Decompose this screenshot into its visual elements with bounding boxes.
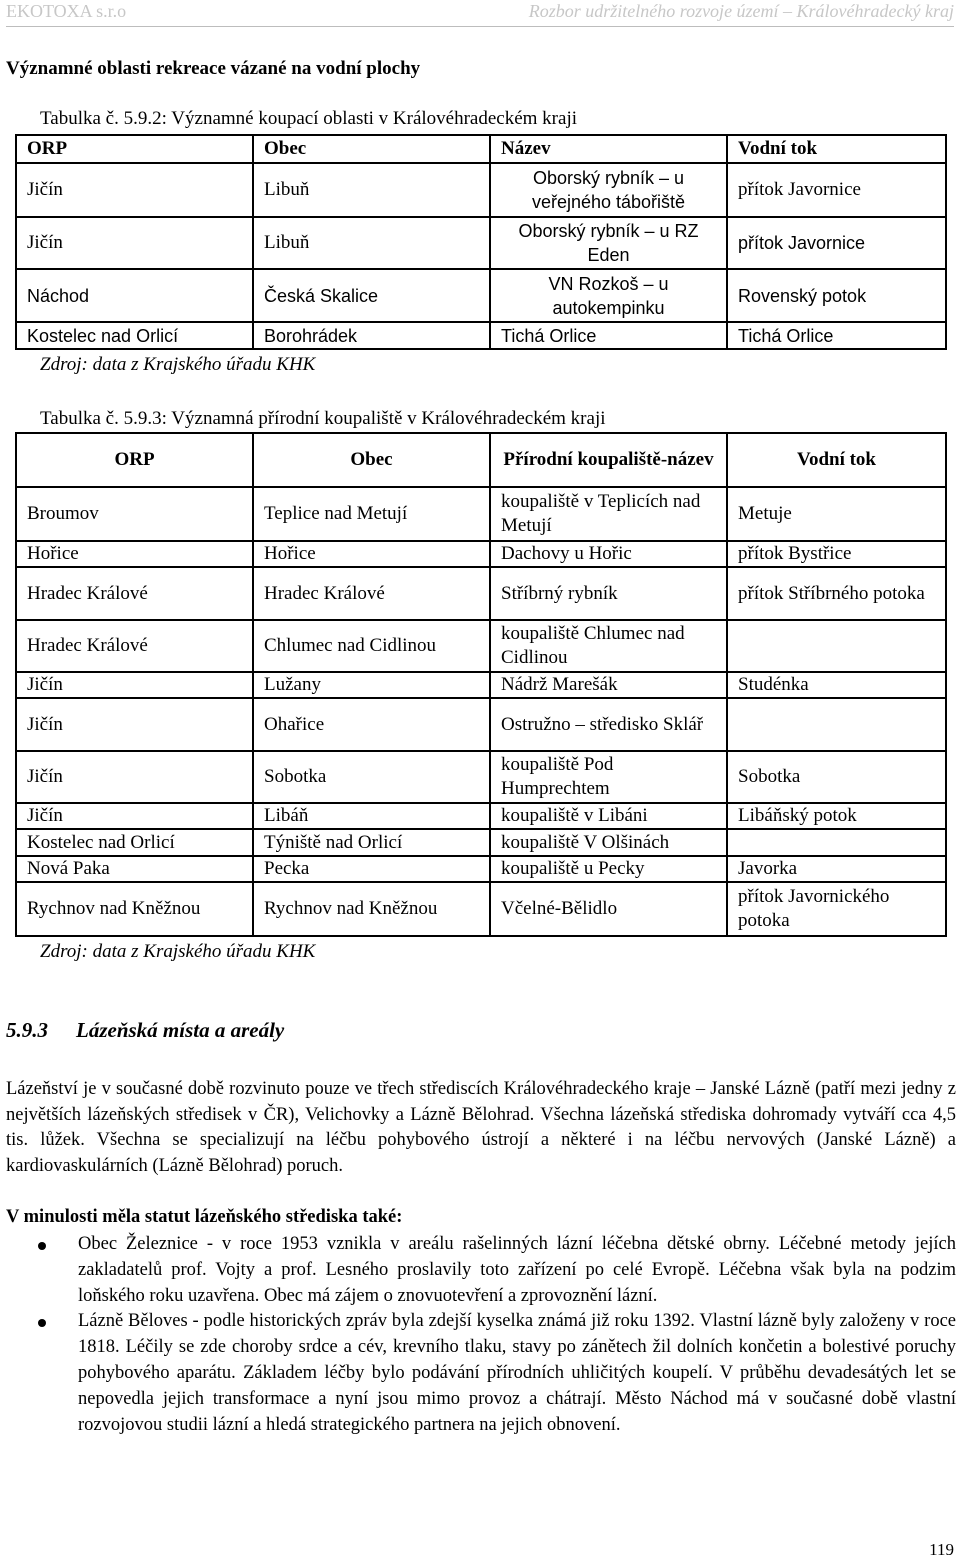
cell-nazev: Tichá Orlice	[490, 322, 727, 349]
section-number: 5.9.3	[6, 1018, 48, 1042]
table-row	[16, 803, 946, 829]
cell-orp: Hradec Králové	[16, 620, 253, 672]
cell-vodni-tok: Studénka	[727, 672, 946, 698]
cell-obec: Libuň	[253, 217, 490, 269]
cell-vodni-tok: Rovenský potok	[727, 269, 946, 322]
cell-orp: Jičín	[16, 163, 253, 217]
table-row	[16, 163, 946, 217]
bullet-icon	[38, 1319, 46, 1327]
table2-caption: Tabulka č. 5.9.3: Významná přírodní koupaliště v Královéhradeckém kraji	[40, 408, 606, 429]
cell-vodni-tok: přítok Bystřice	[727, 541, 946, 567]
section-title: Lázeňská místa a areály	[76, 1018, 285, 1042]
cell-nazev: Ostružno – středisko Sklář	[490, 698, 727, 751]
cell-obec: Teplice nad Metují	[253, 487, 490, 541]
cell-nazev: Stříbrný rybník	[490, 567, 727, 620]
table-row	[16, 217, 946, 269]
cell-obec: Libuň	[253, 163, 490, 217]
list-item	[6, 1232, 956, 1309]
spa-intro-paragraph: Lázeňství je v současné době rozvinuto pouze ve třech střediscích Královéhradeckého kraje – Janské Lázně (patří mezi jedny z největších lázeňských středisek v ČR), Velichovky a Lázně Bělohrad. Všechna lázeňská střediska dohromady vytváří cca 4,5 tis. lůžek. Všechna se specializují na léčbu pohybového ústrojí a některé i na léčbu nervových (Janské Lázně) a kardiovaskulárních (Lázně Bělohrad) poruch.	[6, 1079, 956, 1176]
subheading-water-recreation: Významné oblasti rekreace vázané na vodní plochy	[6, 58, 421, 79]
cell-vodni-tok: přítok Javornice	[727, 217, 946, 269]
table-header-row	[16, 433, 946, 487]
table1-caption: Tabulka č. 5.9.2: Významné koupací oblasti v Královéhradeckém kraji	[40, 108, 578, 129]
cell-orp: Hořice	[16, 541, 253, 567]
cell-nazev: koupaliště Pod Humprechtem	[490, 751, 727, 803]
cell-nazev: koupaliště v Teplicích nad Metují	[490, 487, 727, 541]
table-row	[16, 322, 946, 349]
table-natural-pools	[15, 432, 947, 937]
table-row	[16, 541, 946, 567]
table-row	[16, 829, 946, 856]
header-rule	[6, 26, 954, 27]
cell-orp: Jičín	[16, 217, 253, 269]
table2-source: Zdroj: data z Krajského úřadu KHK	[40, 941, 316, 962]
table-row	[16, 882, 946, 936]
cell-orp: Jičín	[16, 672, 253, 698]
col-header-obec: Obec	[253, 135, 490, 163]
cell-nazev: Oborský rybník – u RZ Eden	[490, 217, 727, 269]
table-row	[16, 751, 946, 803]
cell-orp: Kostelec nad Orlicí	[16, 322, 253, 349]
cell-orp: Broumov	[16, 487, 253, 541]
list-item	[6, 1309, 956, 1438]
table-row	[16, 620, 946, 672]
cell-obec: Sobotka	[253, 751, 490, 803]
cell-obec: Libáň	[253, 803, 490, 829]
cell-obec: Rychnov nad Kněžnou	[253, 882, 490, 936]
cell-vodni-tok: Libáňský potok	[727, 803, 946, 829]
cell-obec: Borohrádek	[253, 322, 490, 349]
cell-nazev: koupaliště u Pecky	[490, 856, 727, 882]
table-header-row	[16, 135, 946, 163]
list-item-text: Lázně Běloves - podle historických zpráv byla zdejší kyselka známá již roku 1392. Vlastní lázně byly založeny v roce 1818. Léčily se zde choroby srdce a cév, krevního tlaku, stavy po zánětech žil dolních končetin a bolestivé poruchy pohybového aparátu. Základem léčby bylo podávání přírodních uhličitých koupelí. V průběhu devadesátých let se nepovedla jejich transformace a nyní jsou mimo provoz a chátrají. Město Náchod má v současné době vlastní rozvojovou studii lázní a hledá strategického partnera na jejich obnovení.	[78, 1311, 956, 1435]
cell-nazev: VN Rozkoš – u autokempinku	[490, 269, 727, 322]
cell-obec: Týniště nad Orlicí	[253, 829, 490, 856]
cell-nazev: koupaliště V Olšinách	[490, 829, 727, 856]
table-row	[16, 567, 946, 620]
table-row	[16, 698, 946, 751]
cell-orp: Jičín	[16, 803, 253, 829]
table-row	[16, 672, 946, 698]
table-row	[16, 487, 946, 541]
col-header-vodni-tok: Vodní tok	[727, 135, 946, 163]
col-header-orp: ORP	[16, 135, 253, 163]
document-title: Rozbor udržitelného rozvoje území – Královéhradecký kraj	[528, 1, 954, 21]
cell-nazev: koupaliště Chlumec nad Cidlinou	[490, 620, 727, 672]
cell-obec: Hradec Králové	[253, 567, 490, 620]
cell-nazev: Oborský rybník – u veřejného tábořiště	[490, 163, 727, 217]
cell-nazev: Včelné-Bělidlo	[490, 882, 727, 936]
cell-vodni-tok: Metuje	[727, 487, 946, 541]
cell-vodni-tok	[727, 698, 946, 751]
cell-orp: Nová Paka	[16, 856, 253, 882]
table1-source: Zdroj: data z Krajského úřadu KHK	[40, 354, 316, 375]
cell-obec: Česká Skalice	[253, 269, 490, 322]
section-heading	[6, 1018, 284, 1043]
cell-obec: Lužany	[253, 672, 490, 698]
cell-vodni-tok: přítok Stříbrného potoka	[727, 567, 946, 620]
cell-vodni-tok: přítok Javornického potoka	[727, 882, 946, 936]
cell-vodni-tok: Tichá Orlice	[727, 322, 946, 349]
page-number: 119	[929, 1540, 954, 1559]
table-bathing-areas	[15, 134, 947, 350]
cell-vodni-tok: Sobotka	[727, 751, 946, 803]
cell-vodni-tok: Javorka	[727, 856, 946, 882]
cell-orp: Jičín	[16, 698, 253, 751]
cell-orp: Hradec Králové	[16, 567, 253, 620]
cell-orp: Jičín	[16, 751, 253, 803]
cell-obec: Pecka	[253, 856, 490, 882]
cell-nazev: Dachovy u Hořic	[490, 541, 727, 567]
past-spas-list	[6, 1232, 956, 1438]
cell-nazev: koupaliště v Libáni	[490, 803, 727, 829]
cell-vodni-tok	[727, 829, 946, 856]
page-header	[0, 0, 960, 27]
cell-obec: Chlumec nad Cidlinou	[253, 620, 490, 672]
col-header-vodni-tok: Vodní tok	[727, 433, 946, 487]
col-header-prirodni-koupaliste: Přírodní koupaliště-název	[490, 433, 727, 487]
cell-orp: Kostelec nad Orlicí	[16, 829, 253, 856]
cell-vodni-tok	[727, 620, 946, 672]
cell-orp: Rychnov nad Kněžnou	[16, 882, 253, 936]
past-spas-heading: V minulosti měla statut lázeňského střediska také:	[6, 1207, 403, 1227]
col-header-obec: Obec	[253, 433, 490, 487]
col-header-orp: ORP	[16, 433, 253, 487]
cell-obec: Ohařice	[253, 698, 490, 751]
cell-obec: Hořice	[253, 541, 490, 567]
company-name: EKOTOXA s.r.o	[6, 1, 127, 21]
cell-orp: Náchod	[16, 269, 253, 322]
bullet-icon	[38, 1242, 46, 1250]
cell-vodni-tok: přítok Javornice	[727, 163, 946, 217]
table-row	[16, 269, 946, 322]
list-item-text: Obec Železnice - v roce 1953 vznikla v areálu rašelinných lázní léčebna dětské obrny. Léčebné metody jejích zakladatelů prof. Vojty a prof. Lesného proslavily toto zařízení po celé Evropě. Léčebna však byla na podzim loňského roku uzavřena. Obec má zájem o znovuotevření a zprovoznění lázní.	[78, 1234, 956, 1306]
table-row	[16, 856, 946, 882]
cell-nazev: Nádrž Marešák	[490, 672, 727, 698]
col-header-nazev: Název	[490, 135, 727, 163]
